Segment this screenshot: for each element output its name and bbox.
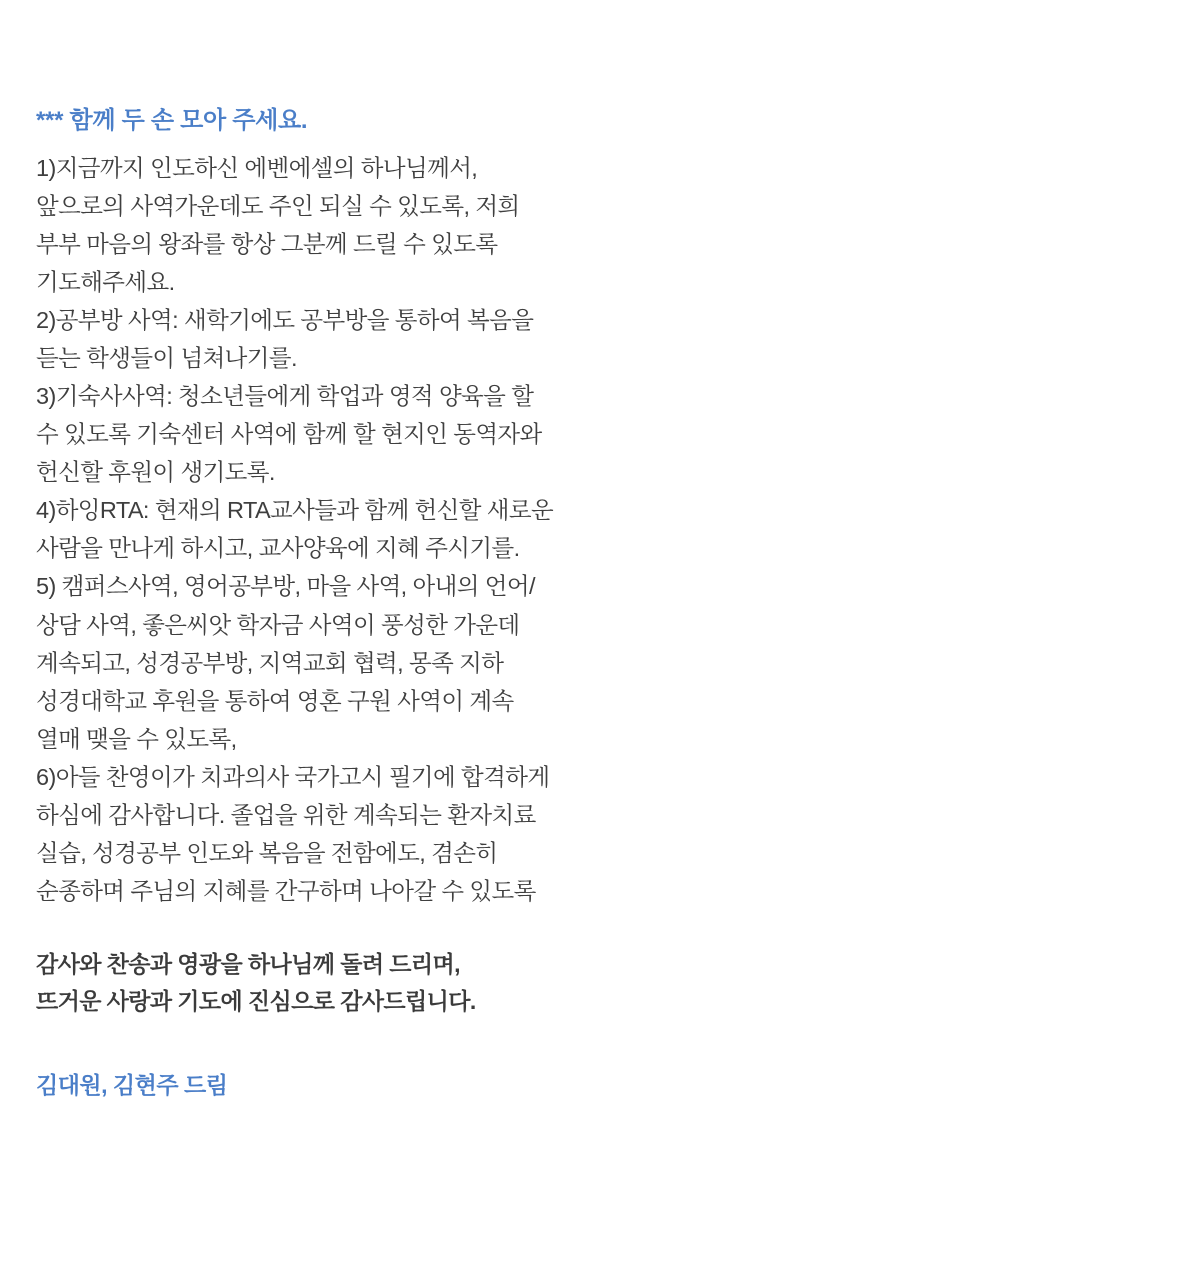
prayer-request-list xyxy=(36,149,556,910)
closing-statement xyxy=(36,946,556,1021)
prayer-item: 6)아들 찬영이가 치과의사 국가고시 필기에 합격하게 하심에 감사합니다. 졸업을 위한 계속되는 환자치료 실습, 성경공부 인도와 복음을 전함에도, 겸손히 순종하며 주님의 지혜를 간구하며 나아갈 수 있도록 xyxy=(36,763,550,904)
prayer-item: 5) 캠퍼스사역, 영어공부방, 마을 사역, 아내의 언어/상담 사역, 좋은씨앗 학자금 사역이 풍성한 가운데 계속되고, 성경공부방, 지역교회 협력, 몽족 지하 성경대학교 후원을 통하여 영혼 구원 사역이 계속 열매 맺을 수 있도록, xyxy=(36,573,535,752)
prayer-item: 4)하잉RTA: 현재의 RTA교사들과 함께 헌신할 새로운 사람을 만나게 하시고, 교사양육에 지혜 주시기를. xyxy=(36,497,554,562)
prayer-item: 1)지금까지 인도하신 에벤에셀의 하나님께서, 앞으로의 사역가운데도 주인 되실 수 있도록, 저희 부부 마음의 왕좌를 항상 그분께 드릴 수 있도록 기도해주세요. xyxy=(36,154,520,295)
letter-content xyxy=(36,104,556,1100)
prayer-item: 3)기숙사사역: 청소년들에게 학업과 영적 양육을 할 수 있도록 기숙센터 사역에 함께 할 현지인 동역자와 헌신할 후원이 생기도록. xyxy=(36,383,542,486)
signature-line: 김대원, 김현주 드림 xyxy=(36,1071,228,1098)
closing-line: 감사와 찬송과 영광을 하나님께 돌려 드리며, xyxy=(36,951,460,978)
prayer-item: 2)공부방 사역: 새학기에도 공부방을 통하여 복음을 듣는 학생들이 넘쳐나기를. xyxy=(36,307,534,372)
prayer-request-heading: *** 함께 두 손 모아 주세요. xyxy=(36,107,308,134)
closing-line: 뜨거운 사랑과 기도에 진심으로 감사드립니다. xyxy=(36,988,476,1015)
